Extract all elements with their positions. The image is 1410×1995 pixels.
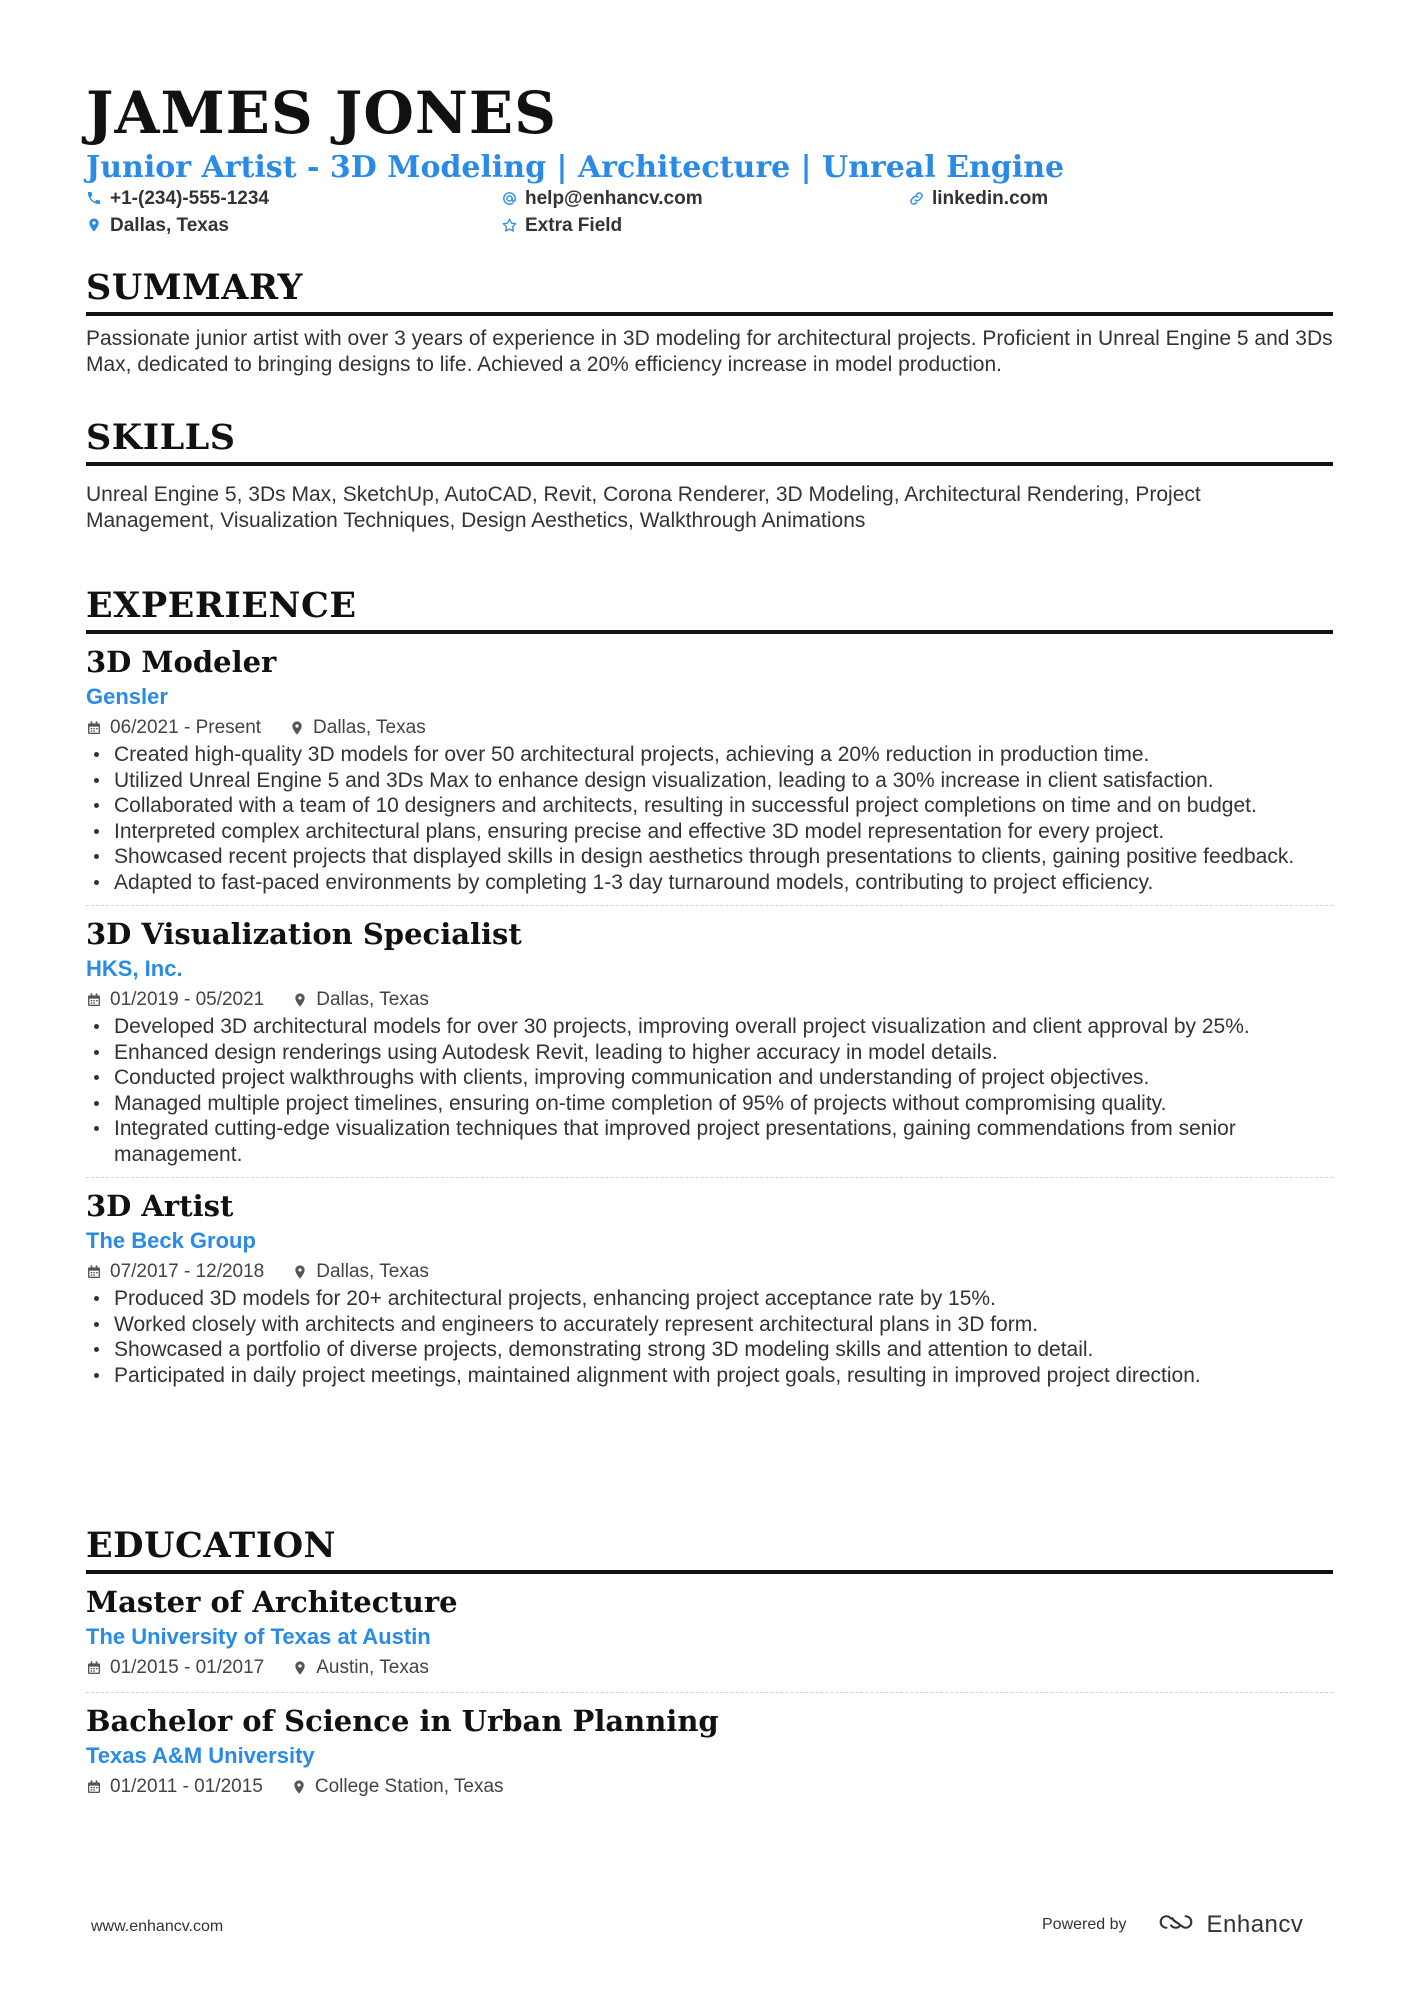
meta-row xyxy=(86,1773,1333,1801)
entry-divider xyxy=(86,1692,1333,1693)
date-range: 01/2011 - 01/2015 xyxy=(110,1776,263,1797)
job-bullet: Conducted project walkthroughs with clients, improving communication and understanding of project objectives. xyxy=(114,1065,1333,1091)
job-bullet: Produced 3D models for 20+ architectural projects, enhancing project acceptance rate by 15%. xyxy=(114,1286,1333,1312)
location-pin-icon xyxy=(292,1660,308,1676)
job-bullet: Worked closely with architects and engineers to accurately represent architectural plans in 3D form. xyxy=(114,1312,1333,1338)
entry-divider xyxy=(86,1177,1333,1178)
candidate-name: JAMES JONES xyxy=(86,79,558,147)
contact-info xyxy=(86,188,1333,244)
footer-website[interactable]: www.enhancv.com xyxy=(91,1918,224,1935)
location: Austin, Texas xyxy=(316,1657,429,1678)
calendar-icon xyxy=(86,992,102,1008)
meta-row xyxy=(86,1654,1333,1682)
skills-title: SKILLS xyxy=(86,417,236,458)
company-name: HKS, Inc. xyxy=(86,956,183,981)
job-bullet: Showcased a portfolio of diverse projects, demonstrating strong 3D modeling skills and attention to detail. xyxy=(114,1337,1333,1363)
job-bullets xyxy=(86,742,1333,895)
location: College Station, Texas xyxy=(314,1776,504,1797)
date-range: 01/2019 - 05/2021 xyxy=(110,989,265,1010)
experience-section xyxy=(86,584,1333,1388)
job-bullet: Developed 3D architectural models for over 30 projects, improving overall project visualization and client approval by 25%. xyxy=(114,1014,1333,1040)
date-range: 07/2017 - 12/2018 xyxy=(110,1261,265,1282)
job-title: 3D Visualization Specialist xyxy=(86,917,522,951)
meta-row xyxy=(86,1258,1333,1286)
calendar-icon xyxy=(86,1264,102,1280)
job-entry xyxy=(86,644,1333,895)
job-entry xyxy=(86,916,1333,1167)
job-bullet: Interpreted complex architectural plans, ensuring precise and effective 3D model representation for every project. xyxy=(114,819,1333,845)
calendar-icon xyxy=(86,720,102,736)
job-title: 3D Modeler xyxy=(86,645,277,679)
location: Dallas, Texas xyxy=(313,717,426,738)
date-range: 01/2015 - 01/2017 xyxy=(110,1657,265,1678)
job-bullets xyxy=(86,1014,1333,1167)
contact-extra xyxy=(501,215,622,237)
entry-divider xyxy=(86,905,1333,906)
section-divider xyxy=(86,462,1333,466)
job-bullet: Showcased recent projects that displayed skills in design aesthetics through presentations to clients, gaining positive feedback. xyxy=(114,844,1333,870)
footer-branding xyxy=(1042,1910,1303,1939)
school-name: The University of Texas at Austin xyxy=(86,1624,431,1649)
location-pin-icon xyxy=(292,1264,308,1280)
location-pin-icon xyxy=(292,992,308,1008)
location: Dallas, Texas xyxy=(316,1261,429,1282)
location-pin-icon xyxy=(86,217,104,235)
date-range: 06/2021 - Present xyxy=(110,717,262,738)
skills-text: Unreal Engine 5, 3Ds Max, SketchUp, AutoCAD, Revit, Corona Renderer, 3D Modeling, Architectural Rendering, Project Management, Visualization Techniques, Design Aesthetics, Walkthrough Animations xyxy=(86,483,1201,532)
job-bullet: Utilized Unreal Engine 5 and 3Ds Max to enhance design visualization, leading to a 30% increase in client satisfaction. xyxy=(114,768,1333,794)
job-bullet: Adapted to fast-paced environments by completing 1-3 day turnaround models, contributing to project efficiency. xyxy=(114,870,1333,896)
job-bullet: Managed multiple project timelines, ensuring on-time completion of 95% of projects without compromising quality. xyxy=(114,1091,1333,1117)
education-section xyxy=(86,1524,1333,1801)
contact-location xyxy=(86,215,229,237)
contact-email-text: help@enhancv.com xyxy=(525,188,703,209)
contact-email[interactable] xyxy=(501,188,703,210)
school-name: Texas A&M University xyxy=(86,1743,315,1768)
resume-header xyxy=(86,76,1333,244)
summary-text: Passionate junior artist with over 3 years of experience in 3D modeling for architectural projects. Proficient in Unreal Engine 5 and 3Ds Max, dedicated to bringing designs to life. Achieved a 20% efficiency increase in model production. xyxy=(86,327,1333,376)
contact-phone[interactable] xyxy=(86,188,269,210)
job-bullet: Created high-quality 3D models for over 50 architectural projects, achieving a 20% reduction in production time. xyxy=(114,742,1333,768)
contact-linkedin[interactable] xyxy=(908,188,1048,210)
enhancv-brand: Enhancv xyxy=(1206,1910,1304,1938)
candidate-tagline: Junior Artist - 3D Modeling | Architecture | Unreal Engine xyxy=(86,150,1065,185)
meta-row xyxy=(86,714,1333,742)
education-list xyxy=(86,1574,1333,1801)
job-bullet: Collaborated with a team of 10 designers and architects, resulting in successful project completions on time and on budget. xyxy=(114,793,1333,819)
contact-phone-text: +1-(234)-555-1234 xyxy=(110,188,269,209)
star-icon xyxy=(501,217,519,235)
education-title: EDUCATION xyxy=(86,1525,337,1566)
contact-extra-text: Extra Field xyxy=(525,215,623,236)
experience-list xyxy=(86,634,1333,1388)
summary-title: SUMMARY xyxy=(86,267,303,308)
link-icon xyxy=(908,190,926,208)
at-icon xyxy=(501,190,519,208)
job-entry xyxy=(86,1188,1333,1388)
education-entry xyxy=(86,1584,1333,1682)
meta-row xyxy=(86,986,1333,1014)
calendar-icon xyxy=(86,1660,102,1676)
job-bullet: Participated in daily project meetings, maintained alignment with project goals, resulting in improved project direction. xyxy=(114,1363,1333,1389)
summary-section xyxy=(86,266,1333,378)
education-entry xyxy=(86,1703,1333,1801)
contact-location-text: Dallas, Texas xyxy=(110,215,230,236)
enhancv-logo-icon xyxy=(1153,1910,1199,1939)
job-bullets xyxy=(86,1286,1333,1388)
degree-title: Bachelor of Science in Urban Planning xyxy=(86,1704,719,1738)
company-name: The Beck Group xyxy=(86,1228,256,1253)
section-divider xyxy=(86,312,1333,316)
location: Dallas, Texas xyxy=(316,989,429,1010)
degree-title: Master of Architecture xyxy=(86,1585,458,1619)
experience-title: EXPERIENCE xyxy=(86,585,357,626)
skills-section xyxy=(86,416,1333,534)
calendar-icon xyxy=(86,1779,102,1795)
job-title: 3D Artist xyxy=(86,1189,234,1223)
powered-by-label: Powered by xyxy=(1042,1915,1127,1933)
company-name: Gensler xyxy=(86,684,168,709)
job-bullet: Integrated cutting-edge visualization techniques that improved project presentations, gaining commendations from senior management. xyxy=(114,1116,1333,1167)
location-pin-icon xyxy=(289,720,305,736)
job-bullet: Enhanced design renderings using Autodesk Revit, leading to higher accuracy in model details. xyxy=(114,1040,1333,1066)
contact-linkedin-text: linkedin.com xyxy=(932,188,1049,209)
phone-icon xyxy=(86,190,104,208)
location-pin-icon xyxy=(291,1779,307,1795)
